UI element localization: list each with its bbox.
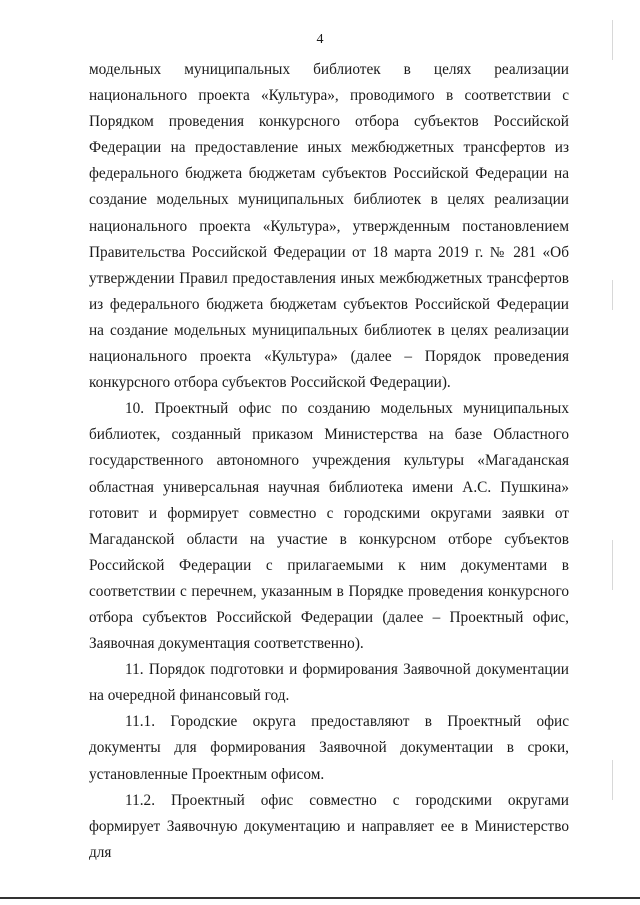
paragraph-11-1: 11.1. Городские округа предоставляют в Проектный офис документы для формирования Заявочной документации в сроки, установленные Проектным офисом.: [89, 713, 569, 783]
page-number: 4: [316, 32, 324, 47]
page-bottom-edge: [0, 897, 640, 899]
paragraph-11-2: 11.2. Проектный офис совместно с городскими округами формирует Заявочную документацию и направляет ее в Министерство для: [89, 791, 569, 861]
document-body: [89, 57, 569, 866]
scan-edge-mark: [612, 760, 613, 800]
paragraph-10: 10. Проектный офис по созданию модельных муниципальных библиотек, созданный приказом Министерства на базе Областного государственного автономного учреждения культуры «Магаданская областная универсальная научная библиотека имени А.С. Пушкина» готовит и формирует совместно с городскими округами заявки от Магаданской области на участие в конкурсном отборе субъектов Российской Федерации с прилагаемыми к ним документами в соответствии с перечнем, указанным в Порядке проведения конкурсного отбора субъектов Российской Федерации (далее – Проектный офис, Заявочная документация соответственно).: [89, 400, 569, 653]
scan-edge-mark: [612, 20, 613, 60]
paragraph-continuation: модельных муниципальных библиотек в целях реализации национального проекта «Культура», проводимого в соответствии с Порядком проведения конкурсного отбора субъектов Российской Федерации на предоставление иных межбюджетных трансфертов из федерального бюджета бюджетам субъектов Российской Федерации на создание модельных муниципальных библиотек в целях реализации национального проекта «Культура», утвержденным постановлением Правительства Российской Федерации от 18 марта 2019 г. № 281 «Об утверждении Правил предоставления иных межбюджетных трансфертов из федерального бюджета бюджетам субъектов Российской Федерации на создание модельных муниципальных библиотек в целях реализации национального проекта «Культура» (далее – Порядок проведения конкурсного отбора субъектов Российской Федерации).: [89, 61, 569, 392]
scan-edge-mark: [612, 540, 613, 590]
scan-edge-mark: [612, 280, 613, 310]
paragraph-11: 11. Порядок подготовки и формирования Заявочной документации на очередной финансовый год.: [89, 661, 569, 705]
